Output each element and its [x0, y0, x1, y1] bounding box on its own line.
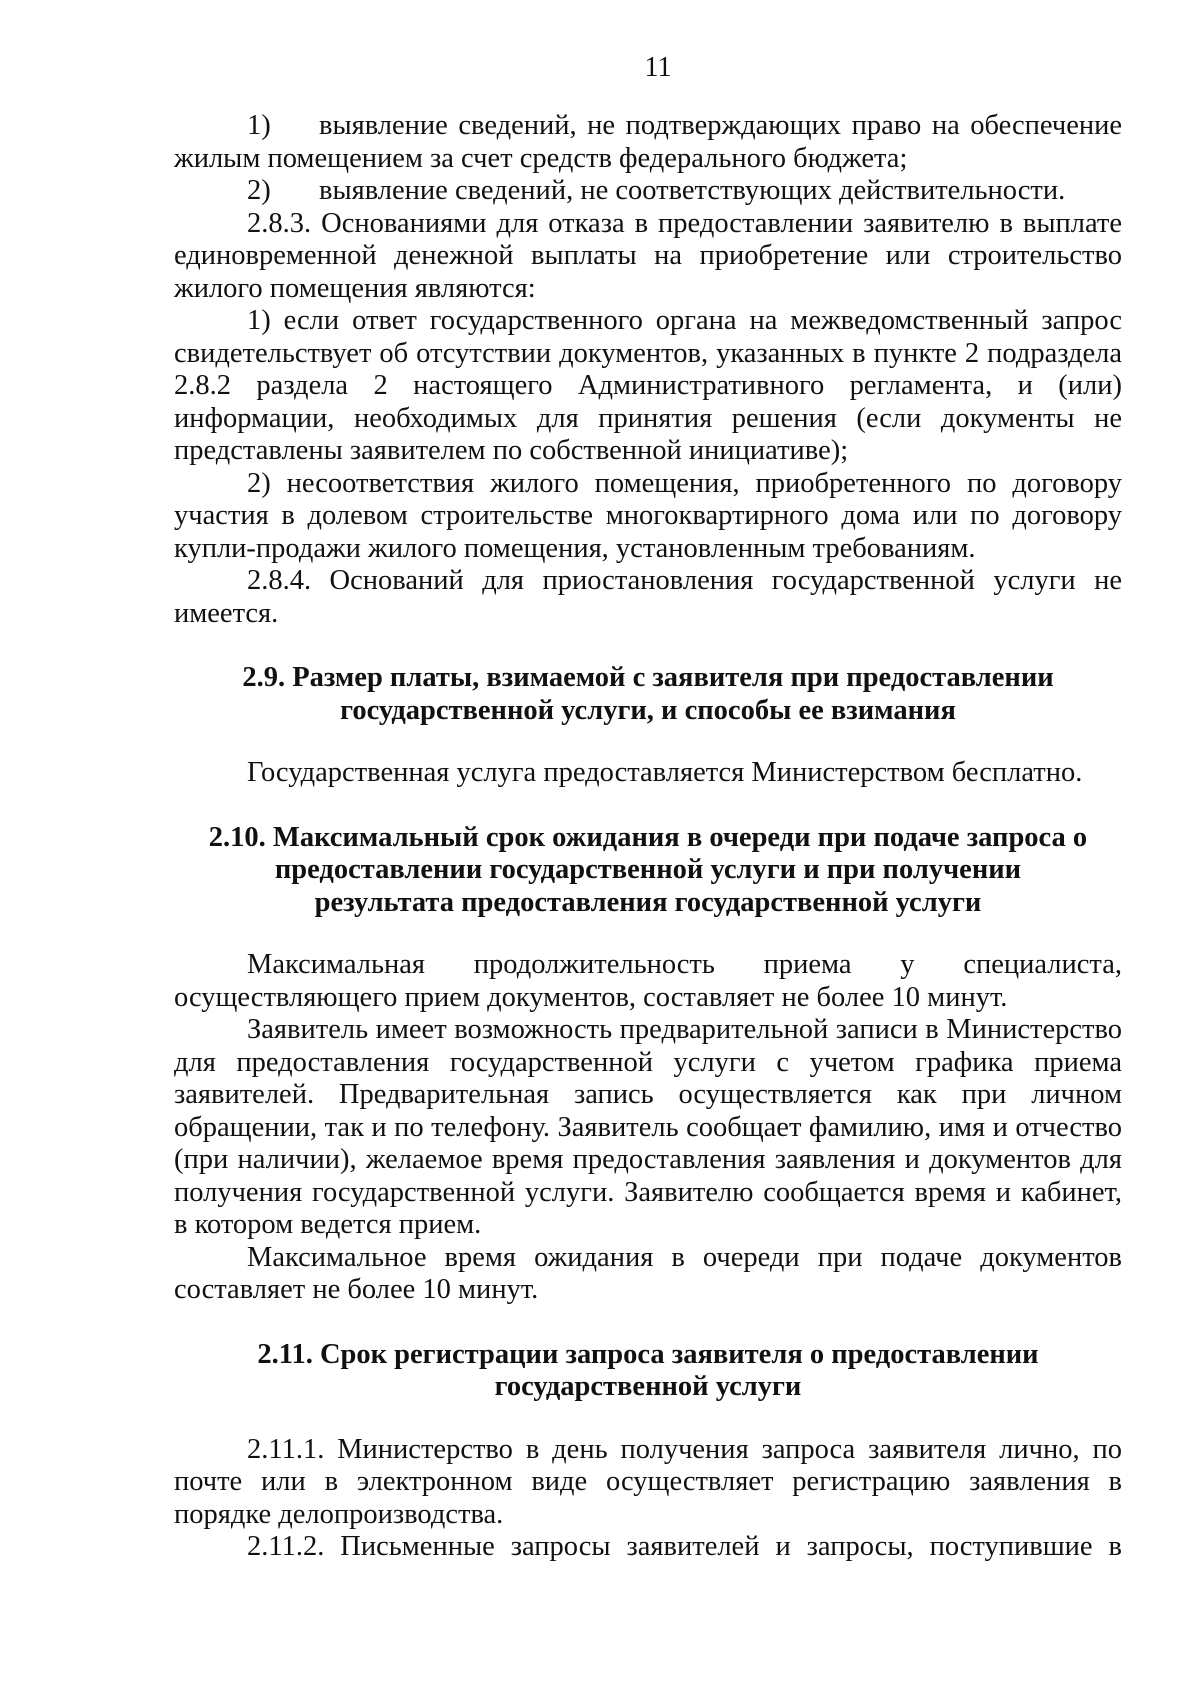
heading-2-9: 2.9. Размер платы, взимаемой с заявителя при предоставлении государственной услуги, и способы ее взимания	[242, 662, 1054, 726]
paragraph-2-10-b: Заявитель имеет возможность предварительной записи в Министерство для предоставления государственной услуги с учетом графика приема заявителей. Предварительная запись осуществляется как при личном обращении, так и по телефону. Заявитель сообщает фамилию, имя и отчество (при наличии), желаемое время предоставления заявления и документов для получения государственной услуги. Заявителю сообщается время и кабинет, в котором ведется прием.	[174, 1014, 1122, 1240]
list-item-1-number: 1)	[247, 110, 271, 141]
paragraph-2-10-a: Максимальная продолжительность приема у специалиста, осуществляющего прием документов, составляет не более 10 минут.	[174, 949, 1122, 1013]
heading-2-11: 2.11. Срок регистрации запроса заявителя о предоставлении государственной услуги	[257, 1338, 1039, 1402]
paragraph-2-8-3-item-1: 1) если ответ государственного органа на межведомственный запрос свидетельствует об отсутствии документов, указанных в пункте 2 подраздела 2.8.2 раздела 2 настоящего Административного регламента, и (или) информации, необходимых для принятия решения (если документы не представлены заявителем по собственной инициативе);	[174, 305, 1122, 466]
list-item-1	[174, 110, 1122, 175]
list-item-1-text: выявление сведений, не подтверждающих право на обеспечение жилым помещением за счет средств федерального бюджета;	[174, 110, 1122, 174]
paragraph-2-8-3-item-2: 2) несоответствия жилого помещения, приобретенного по договору участия в долевом строительстве многоквартирного дома или по договору купли-продажи жилого помещения, установленным требованиям.	[174, 467, 1122, 564]
list-item-2	[174, 175, 1122, 208]
paragraph-2-11-1: 2.11.1. Министерство в день получения запроса заявителя лично, по почте или в электронном виде осуществляет регистрацию заявления в порядке делопроизводства.	[174, 1433, 1122, 1530]
list-item-2-number: 2)	[247, 175, 271, 206]
heading-2-10: 2.10. Максимальный срок ожидания в очереди при подаче запроса о предоставлении государственной услуги и при получении результата предоставления государственной услуги	[208, 821, 1088, 918]
paragraph-2-11-2: 2.11.2. Письменные запросы заявителей и запросы, поступившие в	[247, 1531, 1122, 1562]
page-number: 11	[644, 52, 672, 83]
paragraph-2-8-3: 2.8.3. Основаниями для отказа в предоставлении заявителю в выплате единовременной денежной выплаты на приобретение или строительство жилого помещения являются:	[174, 207, 1122, 304]
document-page	[174, 52, 1122, 1564]
paragraph-2-8-4: 2.8.4. Оснований для приостановления государственной услуги не имеется.	[174, 565, 1122, 629]
paragraph-2-9-body: Государственная услуга предоставляется Министерством бесплатно.	[247, 757, 1083, 788]
list-item-2-text: выявление сведений, не соответствующих действительности.	[319, 175, 1066, 206]
paragraph-2-10-c: Максимальное время ожидания в очереди при подаче документов составляет не более 10 минут.	[174, 1241, 1122, 1305]
